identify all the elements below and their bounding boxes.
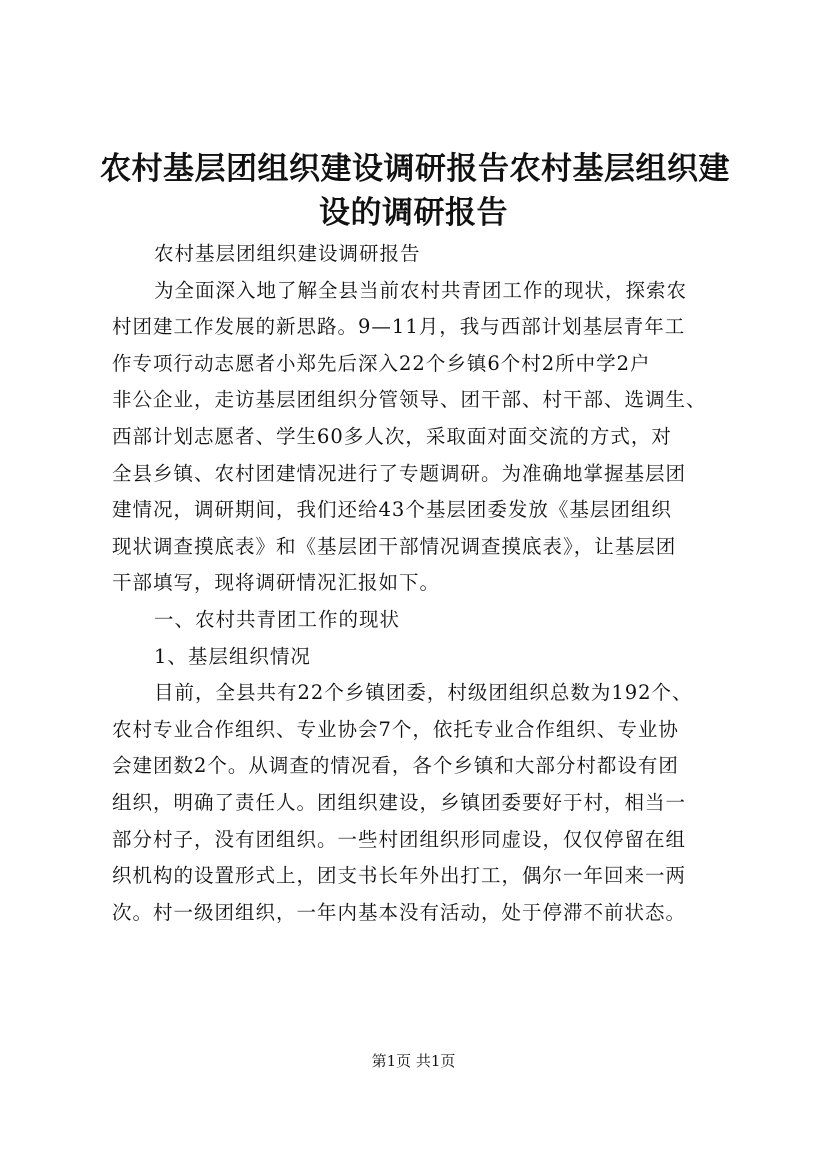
title-line: 农村基层团组织建设调研报告农村基层组织建 bbox=[100, 151, 730, 187]
paragraph-line: 作专项行动志愿者小郑先后深入22个乡镇6个村2所中学2户 bbox=[112, 351, 651, 375]
paragraph-line: 织机构的设置形式上，团支书长年外出打工，偶尔一年回来一两 bbox=[112, 864, 687, 888]
document-body bbox=[112, 236, 732, 931]
paragraph-line: 会建团数2个。从调查的情况看，各个乡镇和大部分村都设有团 bbox=[112, 754, 679, 778]
section-heading: 一、农村共青团工作的现状 bbox=[154, 607, 401, 631]
paragraph-line: 建情况，调研期间，我们还给43个基层团委发放《基层团组织 bbox=[112, 498, 672, 522]
paragraph-line: 农村专业合作组织、专业协会7个，依托专业合作组织、专业协 bbox=[112, 717, 679, 741]
paragraph-line: 村团建工作发展的新思路。9—11月，我与西部计划基层青年工 bbox=[112, 315, 686, 339]
paragraph-line: 干部填写，现将调研情况汇报如下。 bbox=[112, 571, 441, 595]
paragraph-line: 组织，明确了责任人。团组织建设，乡镇团委要好于村，相当一 bbox=[112, 790, 687, 814]
page-number: 第1页 共1页 bbox=[371, 1052, 456, 1070]
paragraph-line: 次。村一级团组织，一年内基本没有活动，处于停滞不前状态。 bbox=[112, 900, 687, 924]
paragraph-line: 非公企业，走访基层团组织分管领导、团干部、村干部、选调生、 bbox=[112, 388, 707, 412]
paragraph-line: 西部计划志愿者、学生60多人次，采取面对面交流的方式，对 bbox=[112, 424, 672, 448]
paragraph-line: 现状调查摸底表》和《基层团干部情况调查摸底表》，让基层团 bbox=[112, 534, 677, 558]
paragraph-line: 全县乡镇、农村团建情况进行了专题调研。为准确地掌握基层团 bbox=[112, 461, 687, 485]
subsection-heading: 1、基层组织情况 bbox=[154, 644, 311, 668]
subtitle: 农村基层团组织建设调研报告 bbox=[154, 242, 421, 265]
paragraph-line: 为全面深入地了解全县当前农村共青团工作的现状，探索农 bbox=[154, 278, 688, 302]
title-line: 设的调研报告 bbox=[319, 195, 508, 231]
paragraph-line: 部分村子，没有团组织。一些村团组织形同虚设，仅仅停留在组 bbox=[112, 827, 687, 851]
paragraph-line: 目前，全县共有22个乡镇团委，村级团组织总数为192个、 bbox=[154, 681, 693, 705]
document-title bbox=[100, 147, 730, 235]
